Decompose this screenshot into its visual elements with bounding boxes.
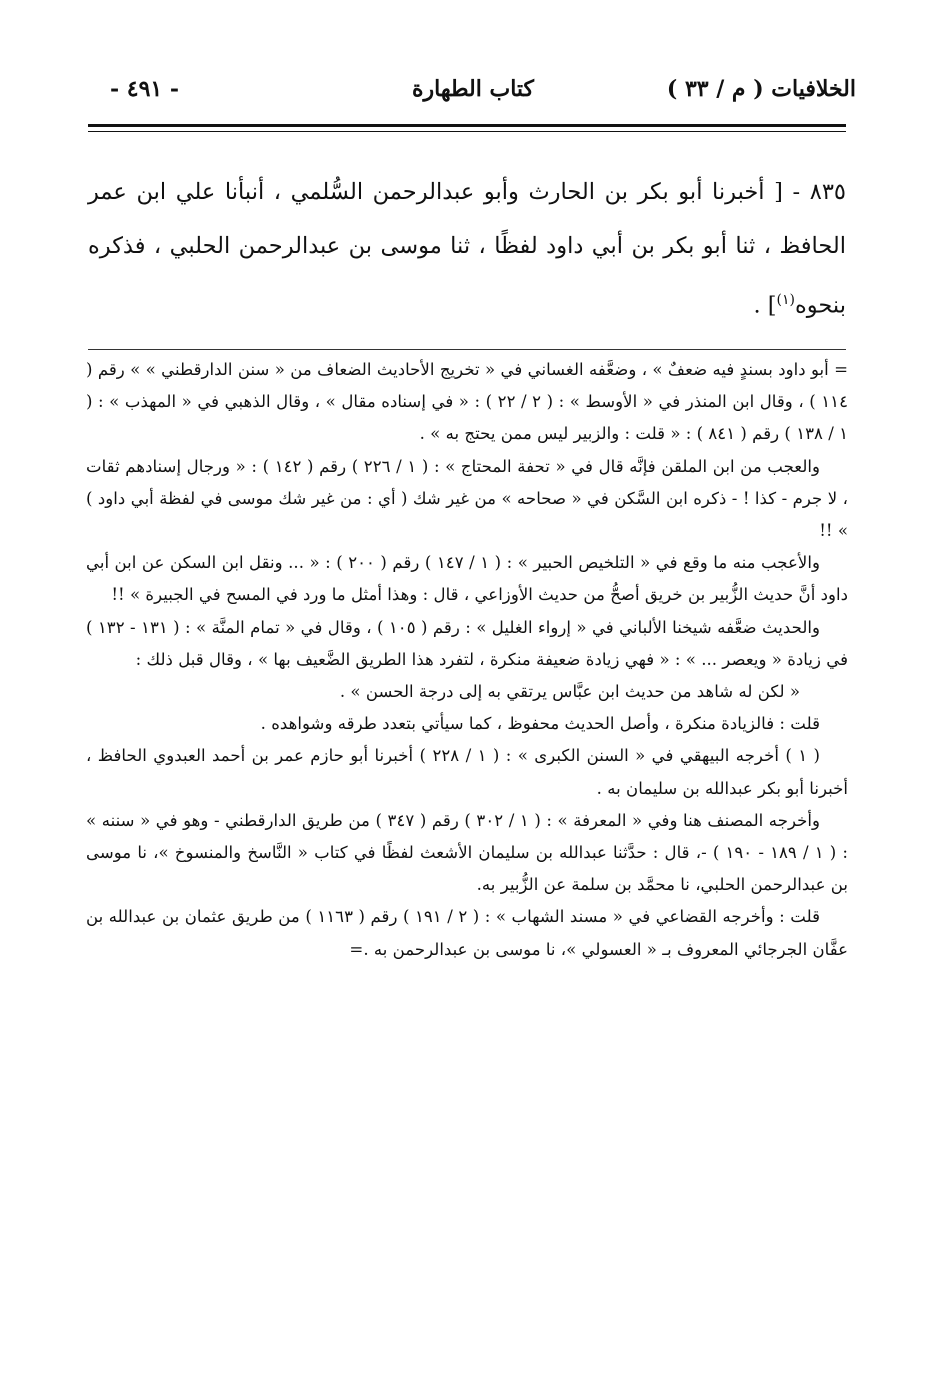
footnote-1: ( ١ ) أخرجه البيهقي في « السنن الكبرى » : ( ١ / ٢٢٨ ) أخبرنا أبو حازم عمر بن أحمد العبدوي الحافظ ، أخبرنا أبو بكر عبدالله بن سليمان به . <box>86 746 848 798</box>
footnote-quote: « لكن له شاهد من حديث ابن عبَّاس يرتقي به إلى درجة الحسن » . <box>339 682 800 702</box>
footnote-paragraph: قلت : وأخرجه القضاعي في « مسند الشهاب » : ( ٢ / ١٩١ ) رقم ( ١١٦٣ ) من طريق عثمان بن عبدالله بن عفَّان الجرجائي المعروف بـ « العسولي »، نا موسى بن عبدالرحمن به .= <box>86 907 848 959</box>
footnote-paragraph: وأخرجه المصنف هنا وفي « المعرفة » : ( ١ / ٣٠٢ ) رقم ( ٣٤٧ ) من طريق الدارقطني - وهو في « سننه » : ( ١ / ١٨٩ - ١٩٠ ) -، قال : حدَّثنا عبدالله بن سليمان الأشعث لفظًا في كتاب « النَّاسخ والمنسوخ »، نا موسى بن عبدالرحمن الحلبي، نا محمَّد بن سلمة عن الزُّبير به. <box>86 810 849 895</box>
footnote-separator <box>88 349 846 350</box>
footnote-paragraph: والأعجب منه ما وقع في « التلخيص الحبير » : ( ١ / ١٤٧ ) رقم ( ٢٠٠ ) : « ... ونقل ابن السكن عن ابن أبي داود أنَّ حديث الزُّبير بن خريق أصحُّ من حديث الأوزاعي ، قال : وهذا أمثل ما ورد في المسح في الجبيرة » !! <box>86 553 848 605</box>
footnote-paragraph: قلت : فالزيادة منكرة ، وأصل الحديث محفوظ ، كما سيأتي بتعدد طرقه وشواهده . <box>260 714 820 734</box>
footnote-paragraph: والحديث ضعَّفه شيخنا الألباني في « إرواء الغليل » : رقم ( ١٠٥ ) ، وقال في « تمام المنَّة » : ( ١٣١ - ١٣٢ ) في زيادة « ويعصر ... » : « فهي زيادة ضعيفة منكرة ، لتفرد هذا الطريق الضَّعيف بها » ، وقال قبل ذلك : <box>86 617 848 669</box>
hadith-closing: ] . <box>753 292 777 319</box>
footnote-reference: (١) <box>776 292 795 308</box>
hadith-text: ٨٣٥ - [ أخبرنا أبو بكر بن الحارث وأبو عبدالرحمن السُّلمي ، أنبأنا علي ابن عمر الحافظ ، ثنا أبو بكر بن أبي داود لفظًا ، ثنا موسى بن عبدالرحمن الحلبي ، فذكره بنحوه <box>88 179 846 319</box>
footnotes <box>86 354 848 966</box>
page-number: - ٤٩١ - <box>110 76 180 102</box>
hadith-paragraph <box>88 165 846 333</box>
running-header <box>88 74 858 114</box>
footnote-paragraph: = أبو داود بسندٍ فيه ضعفٌ » ، وضعَّفه الغساني في « تخريج الأحاديث الضعاف من « سنن الدارقطني » » رقم ( ١١٤ ) ، وقال ابن المنذر في « الأوسط » : ( ٢ / ٢٢ ) : « في إسناده مقال » ، وقال الذهبي في « المهذب » : ( ١ / ١٣٨ ) رقم ( ٨٤١ ) : « قلت : والزبير ليس ممن يحتج به » . <box>86 360 848 444</box>
footnote-paragraph: والعجب من ابن الملقن فإنَّه قال في « تحفة المحتاج » : ( ١ / ٢٢٦ ) رقم ( ١٤٢ ) : « ورجال إسنادهم ثقات ، لا جرم - كذا ! - ذكره ابن السَّكن في « صحاحه » من غير شك ( أي : من غير شك موسى في لفظة أبي داود ) » !! <box>86 456 848 541</box>
header-rule-thin <box>88 131 846 132</box>
main-text <box>88 165 846 333</box>
header-rule-thick <box>88 124 846 127</box>
book-volume-title: الخلافيات ( م / ٣٣ ) <box>666 76 856 102</box>
chapter-title: كتاب الطهارة <box>411 76 535 102</box>
